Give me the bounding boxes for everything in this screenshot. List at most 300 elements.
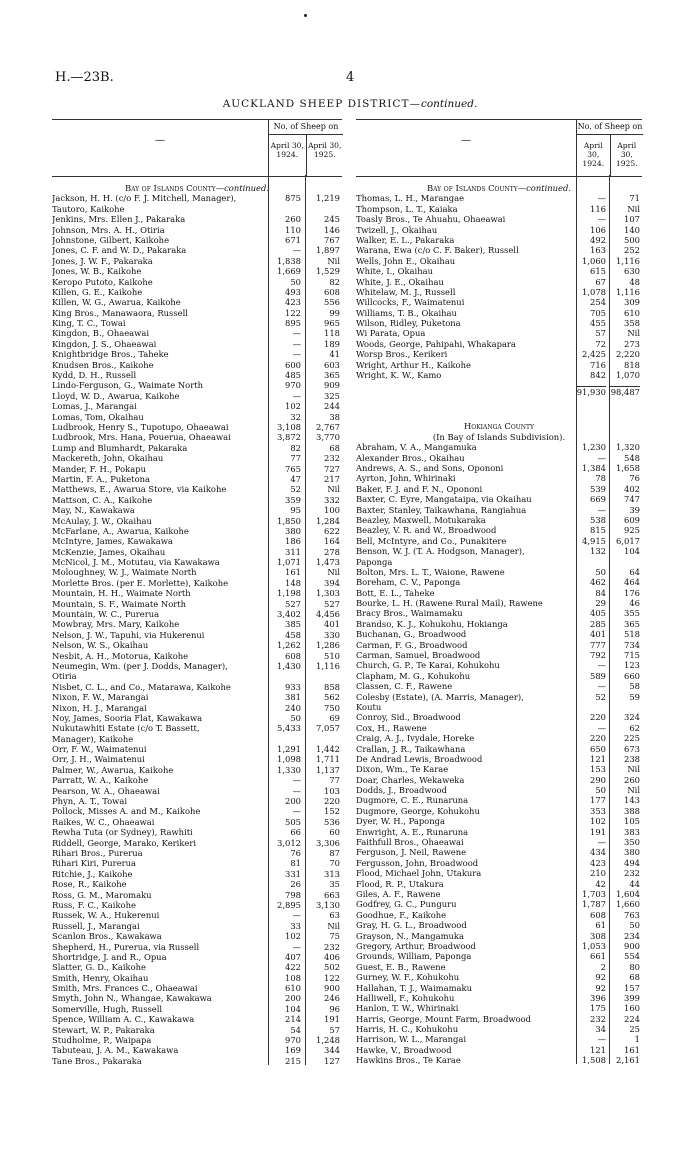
sheep-group-label: No. of Sheep on	[577, 120, 643, 135]
sheep-1925: 324	[624, 712, 640, 723]
owner-name: Ferguson, J. Neil, Rawene	[356, 847, 467, 858]
sheep-1925: 146	[324, 224, 340, 235]
owner-name: Studholme, P., Waipapa	[52, 1035, 152, 1046]
sheep-1925: 548	[624, 452, 640, 463]
owner-name: Harrison, W. L., Marangai	[356, 1034, 467, 1045]
table-row	[356, 847, 642, 857]
sheep-1925: 727	[324, 463, 340, 474]
sheep-1925: 238	[624, 753, 640, 764]
sheep-1924: 132	[590, 546, 606, 557]
table-row	[356, 308, 642, 318]
owner-name: Nukutawhiti Estate (c/o T. Bassett,	[52, 723, 200, 734]
table-row	[356, 484, 642, 494]
table-row	[356, 640, 642, 650]
sheep-1924: 485	[285, 370, 301, 381]
sheep-1925: 330	[324, 629, 340, 640]
sheep-1925: Nil	[627, 203, 640, 214]
sheep-1925: 2,161	[616, 1055, 640, 1066]
sheep-1924: —	[292, 338, 301, 349]
sheep-1924: 842	[590, 370, 606, 381]
sheep-1924: 29	[595, 598, 606, 609]
sheep-1924: 52	[595, 691, 606, 702]
sheep-1924: 2	[600, 961, 606, 972]
owner-name: Neumegin, Wm. (per J. Dodds, Manager),	[52, 660, 228, 671]
sheep-1924: 1,071	[277, 557, 301, 568]
sheep-1925: 225	[624, 733, 640, 744]
sheep-1925: 39	[629, 504, 640, 515]
sheep-1925: 77	[329, 775, 340, 786]
sheep-1924: 396	[590, 992, 606, 1003]
sheep-1924: 92	[595, 982, 606, 993]
owner-name: Koutu	[356, 701, 382, 712]
table-row	[52, 869, 342, 879]
sheep-1925: 388	[624, 805, 640, 816]
sheep-1924: 110	[285, 224, 301, 235]
sheep-1925: 365	[624, 618, 640, 629]
total-row	[356, 383, 642, 397]
owner-name: Enwright, A. E., Runaruna	[356, 826, 469, 837]
sheep-1925: 232	[624, 868, 640, 879]
section-title	[356, 183, 642, 193]
sheep-1925: 750	[324, 702, 340, 713]
sheep-1924: 76	[290, 848, 301, 858]
owner-name: Church, G. P., Te Karai, Kohukohu	[356, 660, 500, 671]
sheep-1924: 385	[285, 619, 301, 630]
sheep-1925: 59	[629, 691, 640, 702]
table-row	[356, 473, 642, 483]
sheep-1924: 106	[590, 224, 606, 235]
table-row	[52, 817, 342, 827]
table-row	[52, 297, 342, 307]
owner-name: McFarlane, A., Awarua, Kaikohe	[52, 525, 189, 536]
owner-name: Noy, James, Sooria Flat, Kawakawa	[52, 712, 203, 723]
owner-name: Otiria	[52, 671, 77, 682]
sheep-1925: 344	[324, 1045, 340, 1056]
table-row	[356, 525, 642, 535]
table-row	[356, 277, 642, 287]
owner-name: Toasly Bros., Te Ahuahu, Ohaeawai	[356, 214, 506, 225]
owner-name: Mander, F. H., Pokapu	[52, 463, 146, 474]
sheep-1924: 72	[595, 338, 606, 349]
sheep-1924: 671	[285, 234, 301, 245]
sheep-1924: 260	[285, 214, 301, 225]
table-row	[356, 660, 642, 670]
table-row	[356, 297, 642, 307]
owner-name: Manager), Kaikohe	[52, 733, 134, 744]
sheep-1924: 895	[285, 318, 301, 329]
owner-name: Guest, E. B., Rawene	[356, 961, 446, 972]
sheep-1925: Nil	[327, 484, 340, 495]
owner-name: Buchanan, G., Broadwood	[356, 629, 467, 640]
owner-name: Gregory, Arthur, Broadwood	[356, 940, 476, 951]
owner-name: Colesby (Estate), (A. Marris, Manager),	[356, 691, 524, 702]
owner-name: Phyn, A. T., Towai	[52, 796, 128, 807]
sheep-1925: 767	[324, 234, 340, 245]
sheep-1924: 34	[595, 1024, 606, 1035]
owner-name: Orr, F. W., Waimatenui	[52, 744, 147, 755]
owner-name: Palmer, W., Awarua, Kaikohe	[52, 764, 174, 775]
sheep-1925: 355	[624, 608, 640, 619]
sheep-1924: 220	[590, 733, 606, 744]
table-row	[52, 339, 342, 349]
sheep-1924: 102	[590, 816, 606, 827]
owner-name: Lomas, Tom, Okaihau	[52, 411, 144, 422]
owner-name: Rose, R., Kaikohe	[52, 879, 127, 890]
owner-name: Wright, Arthur H., Kaikohe	[356, 359, 471, 370]
owner-name: Benson, W. J. (T. A. Hodgson, Manager),	[356, 546, 525, 557]
sheep-1924: 600	[285, 359, 301, 370]
sheep-1925: 610	[624, 307, 640, 318]
sheep-1925: 63	[329, 910, 340, 921]
sheep-1925: 554	[624, 951, 640, 962]
table-row	[356, 962, 642, 972]
sheep-1925: 100	[324, 505, 340, 516]
table-row	[356, 266, 642, 276]
owner-name: Bell, McIntyre, and Co., Punakitere	[356, 535, 507, 546]
sheep-1925: 25	[629, 1024, 640, 1035]
table-row	[52, 557, 342, 567]
sheep-1924: 232	[590, 1013, 606, 1024]
sheep-1924: —	[597, 193, 606, 204]
sheep-1925: 1,320	[616, 442, 640, 453]
owner-name: Boreham, C. V., Paponga	[356, 577, 461, 588]
sheep-1925: 44	[629, 878, 640, 889]
sheep-1925: 96	[329, 1003, 340, 1014]
table-row	[52, 474, 342, 484]
owner-name: Tabuteau, J. A. M., Kawakawa	[52, 1045, 179, 1056]
owner-name: Grounds, William, Paponga	[356, 951, 472, 962]
sheep-1924: —	[292, 910, 301, 921]
table-row	[356, 193, 642, 203]
sheep-1925: 122	[324, 972, 340, 983]
sheep-1925: 562	[324, 692, 340, 703]
table-row	[52, 599, 342, 609]
sheep-1925: 608	[324, 286, 340, 297]
sheep-1924: 492	[590, 234, 606, 245]
owner-name: Orr, J. H., Waimatenui	[52, 754, 145, 765]
sheep-1925: 350	[624, 837, 640, 848]
sheep-1925: 1,284	[316, 515, 340, 526]
owner-name: Conroy, Sid., Broadwood	[356, 712, 461, 723]
table-row	[52, 277, 342, 287]
section-title-continued: continued.	[224, 183, 270, 193]
sheep-1924: 122	[285, 307, 301, 318]
sheep-1925: 464	[624, 577, 640, 588]
sheep-1924: 95	[290, 505, 301, 516]
sheep-1924: —	[292, 806, 301, 817]
sheep-1924: 3,012	[277, 837, 301, 848]
owner-name: Ayrton, John, Whirinaki	[356, 473, 456, 484]
owner-name: Dixon, Wm., Te Karae	[356, 764, 449, 775]
table-row	[52, 495, 342, 505]
owner-name: Shortridge, J. and R., Opua	[52, 951, 167, 962]
sheep-1924: 200	[285, 796, 301, 807]
owner-name: Matthews, E., Awarua Store, via Kaikohe	[52, 484, 227, 495]
owner-name: Warana, Ewa (c/o C. F. Baker), Russell	[356, 245, 519, 256]
sheep-1924: 669	[590, 494, 606, 505]
sheep-1924: 153	[590, 764, 606, 775]
sheep-1924: 50	[290, 712, 301, 723]
column-rule	[609, 175, 610, 1064]
sheep-1924: —	[292, 775, 301, 786]
owner-name: Nelson, J. W., Tapuhi, via Hukerenui	[52, 629, 205, 640]
table-row	[356, 505, 642, 515]
table-row	[356, 972, 642, 982]
table-row	[356, 1014, 642, 1024]
sheep-1925: 1,219	[316, 193, 340, 204]
sheep-1924: 200	[285, 993, 301, 1004]
right-rows	[356, 177, 642, 1066]
column-rule	[576, 175, 577, 1064]
sheep-1924: 423	[590, 857, 606, 868]
sheep-1924: 32	[290, 411, 301, 422]
table-row	[52, 1056, 342, 1066]
owner-name: Thompson, L. T., Kaiaka	[356, 203, 458, 214]
table-row	[356, 951, 642, 961]
table-row	[356, 1055, 642, 1065]
owner-name: Tane Bros., Pakaraka	[52, 1055, 142, 1066]
sheep-1924: 161	[285, 567, 301, 578]
sheep-1925: 82	[329, 276, 340, 287]
owner-name: White, J. E., Okaihau	[356, 276, 444, 287]
table-row	[52, 723, 342, 733]
owner-name: Paponga	[356, 556, 393, 567]
sheep-1925: 118	[324, 328, 340, 339]
owner-name: Johnstone, Gilbert, Kaikohe	[52, 234, 170, 245]
sheep-1925: 260	[624, 774, 640, 785]
sheep-1925: 69	[329, 712, 340, 723]
owner-name: Carman, F. G., Broadwood	[356, 639, 468, 650]
sheep-1925: 252	[624, 245, 640, 256]
sheep-1924: 285	[590, 618, 606, 629]
table-row	[356, 463, 642, 473]
owner-name: Scanlon Bros., Kawakawa	[52, 931, 162, 942]
sheep-1925: 1,070	[616, 370, 640, 381]
owner-name: May, N., Kawakawa	[52, 505, 135, 516]
table-row	[52, 973, 342, 983]
sheep-1925: 734	[624, 639, 640, 650]
owner-name: Morlette Bros. (per E. Morlette), Kaikohe	[52, 577, 229, 588]
sheep-1924: 661	[590, 951, 606, 962]
sheep-1925: 1,660	[616, 899, 640, 910]
sheep-1925: 76	[629, 473, 640, 484]
page-number: 4	[346, 70, 355, 85]
table-row	[52, 942, 342, 952]
ink-dot	[304, 14, 307, 17]
owner-name: Cox, H., Rawene	[356, 722, 427, 733]
table-row	[356, 806, 642, 816]
table-row	[52, 266, 342, 276]
table-row	[356, 650, 642, 660]
owner-name: Mountain, H. H., Waimate North	[52, 588, 191, 599]
table-row	[356, 318, 642, 328]
table-row	[52, 380, 342, 390]
owner-name: Grayson, N., Mangamuka	[356, 930, 464, 941]
sheep-1924: —	[292, 349, 301, 360]
sheep-1924: 177	[590, 795, 606, 806]
owner-name: Russek, W. A., Hukerenui	[52, 910, 160, 921]
sheep-1924: 1,060	[582, 255, 606, 266]
owner-name: Abraham, V. A., Mangamuka	[356, 442, 477, 453]
owner-name: Jones, W. B., Kaikohe	[52, 266, 142, 277]
table-row	[356, 225, 642, 235]
sheep-1924: —	[597, 722, 606, 733]
sheep-1925: 71	[629, 193, 640, 204]
table-row	[356, 931, 642, 941]
table-row	[52, 464, 342, 474]
sheep-1925: 536	[324, 816, 340, 827]
owner-name: Carman, Samuel, Broadwood	[356, 650, 481, 661]
sheep-1925: 232	[324, 453, 340, 464]
sheep-1925: 1,529	[316, 266, 340, 277]
sheep-1924: 1,850	[277, 515, 301, 526]
sheep-1924: 422	[285, 962, 301, 973]
table-row	[356, 1045, 642, 1055]
sheep-1925: 224	[624, 1013, 640, 1024]
sheep-1925: 68	[329, 442, 340, 453]
sheep-group-label: No. of Sheep on	[269, 120, 343, 135]
sheep-1924: 308	[590, 930, 606, 941]
sheep-1924: 33	[290, 920, 301, 931]
table-row	[356, 256, 642, 266]
table-row	[52, 453, 342, 463]
owner-name: Russ, F. C., Kaikohe	[52, 899, 136, 910]
sheep-1925: 143	[624, 795, 640, 806]
sheep-1924: 1,230	[582, 442, 606, 453]
sheep-1925: 1,137	[316, 764, 340, 775]
sheep-1924: 538	[590, 514, 606, 525]
sheep-1924: 407	[285, 951, 301, 962]
sheep-1924: 163	[590, 245, 606, 256]
table-row	[356, 453, 642, 463]
sheep-1924: 650	[590, 743, 606, 754]
table-row	[52, 225, 342, 235]
sheep-1925: 603	[324, 359, 340, 370]
table-row	[356, 920, 642, 930]
sheep-1925: 325	[324, 390, 340, 401]
owner-name: Mountain, S. F., Waimate North	[52, 598, 187, 609]
owner-name: Mowbray, Mrs. Mary, Kaikohe	[52, 619, 180, 630]
sheep-1925: 358	[624, 318, 640, 329]
sheep-1924: 353	[590, 805, 606, 816]
column-rule	[305, 175, 306, 1065]
sheep-1925: 399	[624, 992, 640, 1003]
table-row	[356, 546, 642, 556]
owner-name: Russell, J., Marangai	[52, 920, 140, 931]
sheep-1925: 1,286	[316, 640, 340, 651]
table-row	[52, 391, 342, 401]
sheep-1925: 1,442	[316, 744, 340, 755]
sheep-1924: —	[292, 245, 301, 256]
sheep-1924: 331	[285, 868, 301, 879]
sheep-1924: 765	[285, 463, 301, 474]
sheep-1924: 1,384	[582, 462, 606, 473]
owner-name: Kingdon, B., Ohaeawai	[52, 328, 149, 339]
county-subheading: (In Bay of Islands Subdivision).	[432, 431, 566, 442]
owner-name: Moloughney, W. J., Waimate North	[52, 567, 197, 578]
sheep-1925: 140	[624, 224, 640, 235]
sheep-1925: 502	[324, 962, 340, 973]
owner-name: Ritchie, J., Kaikohe	[52, 868, 133, 879]
sheep-1924: 589	[590, 670, 606, 681]
table-row	[356, 785, 642, 795]
sheep-1925: 64	[629, 566, 640, 577]
owner-name: Spence, William A. C., Kawakawa	[52, 1014, 195, 1025]
sheep-1925: 123	[624, 660, 640, 671]
sheep-1924: 5,433	[277, 723, 301, 734]
table-row	[356, 681, 642, 691]
sheep-1925: 80	[629, 961, 640, 972]
table-row	[52, 287, 342, 297]
sheep-1925: 365	[324, 370, 340, 381]
sheep-1925: 1	[634, 1034, 640, 1045]
sheep-1924: —	[292, 785, 301, 796]
sheep-1925: Nil	[627, 328, 640, 339]
sheep-1924: —	[597, 214, 606, 225]
table-row	[52, 422, 342, 432]
owner-name: Dugmore, C. E., Runaruna	[356, 795, 469, 806]
sheep-1925: 127	[324, 1055, 340, 1066]
sheep-1925: 527	[324, 598, 340, 609]
owner-name: Mattson, C. A., Kaikohe	[52, 494, 153, 505]
sheep-1924: 875	[285, 193, 301, 204]
total-1924: 91,930	[576, 387, 606, 398]
owner-name: White, I., Okaihau	[356, 266, 434, 277]
owner-name: Johnson, Mrs. A. H., Otiria	[52, 224, 165, 235]
table-row	[356, 494, 642, 504]
owner-name: King Bros., Manawaora, Russell	[52, 307, 188, 318]
table-row	[52, 931, 342, 941]
owner-name: Lindo-Ferguson, G., Waimate North	[52, 380, 203, 391]
sheep-1924: 92	[595, 972, 606, 983]
table-row	[356, 608, 642, 618]
report-code: H.—23B.	[55, 70, 114, 85]
sheep-1925: 7,057	[316, 723, 340, 734]
sheep-1925: 99	[329, 307, 340, 318]
sheep-1925: Nil	[327, 255, 340, 266]
owner-name: Jones, J. W. F., Pakaraka	[52, 255, 153, 266]
sheep-1925: 245	[324, 214, 340, 225]
table-row	[356, 629, 642, 639]
sheep-1925: 402	[624, 483, 640, 494]
sheep-1924: 50	[595, 785, 606, 796]
sheep-1925: 1,604	[616, 889, 640, 899]
owner-name: Wi Parata, Opua	[356, 328, 426, 339]
owner-name: Lump and Blumhardt, Pakaraka	[52, 442, 188, 453]
sheep-1924: —	[292, 328, 301, 339]
owner-name: McNicol, J. M., Motutau, via Kawakawa	[52, 557, 220, 568]
sheep-1924: 186	[285, 536, 301, 547]
table-row	[52, 245, 342, 255]
owner-name: Killen, G. E., Kaikohe	[52, 286, 143, 297]
sheep-1925: 157	[624, 982, 640, 993]
table-row	[356, 775, 642, 785]
sheep-1924: —	[292, 390, 301, 401]
sheep-1924: 434	[590, 847, 606, 858]
sheep-1924: 240	[285, 702, 301, 713]
owner-name: Dugmore, George, Kohukohu	[356, 805, 480, 816]
table-row	[52, 827, 342, 837]
owner-name: Ludbrook, Henry S., Tupotupo, Ohaeawai	[52, 421, 229, 432]
sheep-1925: 244	[324, 401, 340, 412]
table-row	[52, 848, 342, 858]
sheep-1925: 909	[324, 380, 340, 391]
sheep-1925: 160	[624, 1003, 640, 1014]
table-row	[52, 484, 342, 494]
sheep-1924: 57	[595, 328, 606, 339]
sheep-1925: 87	[329, 848, 340, 858]
owner-name: Beazley, V. R. and W., Broadwood	[356, 525, 497, 536]
